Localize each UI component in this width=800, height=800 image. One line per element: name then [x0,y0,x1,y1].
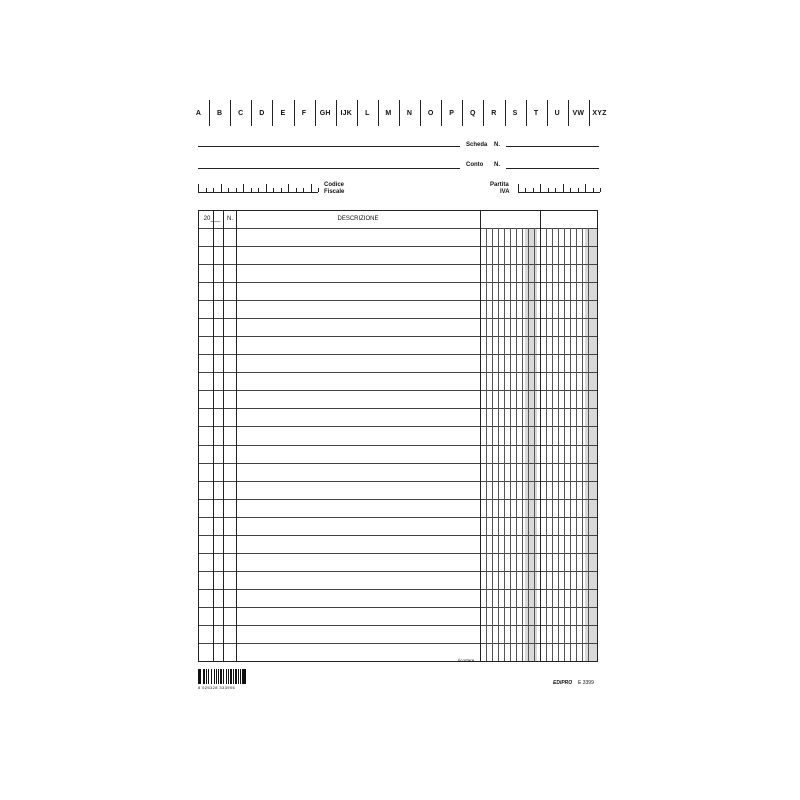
ruler-tick [221,184,222,192]
ruler-tick [318,188,319,192]
digit-divider [534,228,535,661]
ruler-tick [236,188,237,192]
ruler-tick [243,184,244,192]
ruler-tick [555,188,556,192]
ruler-tick [266,184,267,192]
row-line [199,553,597,554]
partita-iva-label-1: Partita [490,182,509,188]
barcode-bar [203,669,205,684]
row-line [199,499,597,500]
tab-separator [568,100,569,126]
alphabet-tab: GH [319,109,331,117]
codice-fiscale-label-1: Codice [324,182,345,188]
row-line [199,372,597,373]
codice-fiscale-boxes [198,184,318,193]
barcode-bar [220,669,222,684]
row-line [199,643,597,644]
ruler-tick [540,184,541,192]
scheda-number-label: N. [494,142,500,148]
digit-divider [522,228,523,661]
digit-divider [486,228,487,661]
row-line [199,463,597,464]
alphabet-tab: T [533,109,539,117]
tab-separator [251,100,252,126]
scheda-line [198,146,460,147]
barcode-number: 8 025328 333906 [198,685,236,690]
ruler-tick [198,184,199,192]
digit-divider [588,228,589,661]
ruler-tick [281,188,282,192]
ruler-tick [273,188,274,192]
header-line [199,228,597,229]
alphabet-tab: IJK [340,109,352,117]
alphabet-tab: N [406,109,413,117]
conto-label: Conto [466,162,484,168]
column-divider [540,211,541,661]
product-code: E 3399 [578,680,594,686]
digit-divider [558,228,559,661]
codice-fiscale-label-2: Fiscale [324,189,345,195]
alphabet-tab: R [491,109,497,117]
ruler-tick [251,188,252,192]
digit-divider [510,228,511,661]
row-line [199,625,597,626]
row-line [199,535,597,536]
tab-separator [420,100,421,126]
alphabet-tab: B [217,109,223,117]
alphabet-tab: C [238,109,244,117]
row-line [199,481,597,482]
scheda-label: Scheda [466,142,488,148]
barcode-bar [208,669,210,684]
tab-separator [526,100,527,126]
tab-separator [272,100,273,126]
barcode-bar [223,669,224,684]
tab-separator [441,100,442,126]
barcode-bar [235,669,237,684]
alphabet-tab: U [554,109,560,117]
row-line [199,517,597,518]
row-line [199,282,597,283]
ruler-tick [533,188,534,192]
tab-separator [336,100,337,126]
column-divider [213,211,214,661]
digit-divider [492,228,493,661]
tab-separator [483,100,484,126]
barcode-bar [198,669,200,684]
column-divider [480,211,481,661]
tab-separator [294,100,295,126]
row-line [199,408,597,409]
barcode-bar [242,669,244,684]
digit-divider [546,228,547,661]
row-line [199,607,597,608]
tab-separator [399,100,400,126]
barcode-bar [244,669,246,684]
digit-divider [552,228,553,661]
conto-number-label: N. [494,162,500,168]
ruler-tick [585,184,586,192]
row-line [199,300,597,301]
partita-iva-label-2: IVA [500,189,510,195]
digit-divider [504,228,505,661]
barcode-bar [226,669,227,684]
row-line [199,390,597,391]
carry-over-label: ricortare [457,658,475,663]
ruler-tick [303,188,304,192]
barcode-bar [216,669,218,684]
tab-separator [505,100,506,126]
digit-divider [564,228,565,661]
scheda-number-line [506,146,599,147]
ruler-tick [578,188,579,192]
ruler-tick [258,188,259,192]
conto-line [198,168,460,169]
alphabet-tab: M [385,109,392,117]
ruler-tick [288,184,289,192]
partita-iva-boxes [518,184,600,193]
row-line [199,426,597,427]
row-line [199,336,597,337]
tab-separator [209,100,210,126]
digit-divider [576,228,577,661]
ruler-tick [206,188,207,192]
alphabet-index [188,100,610,126]
tab-separator [462,100,463,126]
column-divider [236,211,237,661]
tab-separator [357,100,358,126]
ruler-tick [213,188,214,192]
digit-divider [570,228,571,661]
tab-separator [547,100,548,126]
alphabet-tab: F [301,109,307,117]
ruler-tick [593,188,594,192]
tab-separator [315,100,316,126]
ruler-tick [548,188,549,192]
ruler-tick [525,188,526,192]
row-line [199,571,597,572]
barcode-bar [200,669,201,684]
digit-divider [582,228,583,661]
alphabet-tab: VW [572,109,585,117]
row-line [199,264,597,265]
conto-number-line [506,168,599,169]
alphabet-tab: L [365,109,370,117]
tab-separator [378,100,379,126]
ruler-tick [563,184,564,192]
row-line [199,246,597,247]
digit-divider [516,228,517,661]
brand-logo: EDIPRO [553,680,573,686]
row-line [199,445,597,446]
barcode-bar [218,669,219,684]
alphabet-tab: XYZ [592,109,607,117]
barcode-bar [238,669,239,684]
ruler-tick [311,184,312,192]
year-header: 20___ [203,216,221,222]
ruler-tick [600,188,601,192]
number-header: N. [227,216,233,222]
digit-divider [528,228,529,661]
ruler-tick [228,188,229,192]
ruler-tick [518,184,519,192]
tab-separator [230,100,231,126]
barcode [198,669,256,684]
description-header: DESCRIZIONE [337,216,379,222]
alphabet-tab: A [195,109,202,117]
alphabet-tab: Q [470,109,476,117]
tab-separator [589,100,590,126]
row-line [199,318,597,319]
barcode-bar [230,669,232,684]
alphabet-tab: O [427,109,434,117]
alphabet-tab: S [512,109,518,117]
alphabet-tab: E [280,109,286,117]
alphabet-tab: P [449,109,455,117]
digit-divider [498,228,499,661]
barcode-bar [211,669,212,684]
ruler-tick [296,188,297,192]
row-line [199,589,597,590]
ruler-tick [570,188,571,192]
column-divider [223,211,224,661]
ledger-table [198,210,598,662]
row-line [199,354,597,355]
alphabet-tab: D [259,109,265,117]
